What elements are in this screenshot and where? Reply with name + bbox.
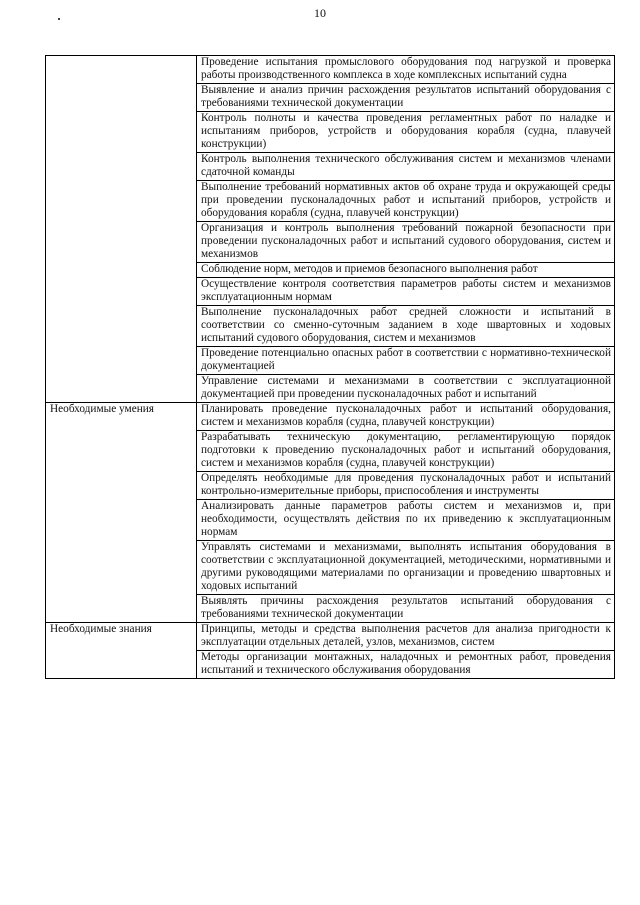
- requirement-item: Выявлять причины расхождения результатов испытаний оборудования с требованиями технической документации: [197, 595, 615, 623]
- requirement-item: Осуществление контроля соответствия параметров работы систем и механизмов эксплуатационным нормам: [197, 278, 615, 306]
- requirement-item: Выявление и анализ причин расхождения результатов испытаний оборудования с требованиями технической документации: [197, 84, 615, 112]
- requirement-item: Управлять системами и механизмами, выполнять испытания оборудования в соответствии с эксплуатационной документацией, методическими, нормативными и другими руководящими материалами по организации и проведению швартовных и ходовых испытаний: [197, 541, 615, 595]
- scan-dot: [58, 18, 60, 20]
- requirement-item: Соблюдение норм, методов и приемов безопасного выполнения работ: [197, 263, 615, 278]
- requirement-item: Управление системами и механизмами в соответствии с эксплуатационной документацией при проведении пусконаладочных работ и испытаний: [197, 375, 615, 403]
- table-row: [46, 56, 615, 84]
- page-number: 10: [314, 6, 326, 20]
- requirement-item: Разрабатывать техническую документацию, регламентирующую порядок подготовки к проведению пусконаладочных работ и испытаний оборудования, систем и механизмов корабля (судна, плавучей конструкции): [197, 431, 615, 472]
- requirement-item: Организация и контроль выполнения требований пожарной безопасности при проведении пусконаладочных работ и испытаний судового оборудования, систем и механизмов: [197, 222, 615, 263]
- section-label: Необходимые умения: [46, 403, 197, 623]
- requirements-table-body: [46, 56, 615, 679]
- requirement-item: Методы организации монтажных, наладочных и ремонтных работ, проведения испытаний и технического обслуживания оборудования: [197, 651, 615, 679]
- requirement-item: Анализировать данные параметров работы систем и механизмов и, при необходимости, осуществлять действия по их приведению к эксплуатационным нормам: [197, 500, 615, 541]
- requirement-item: Выполнение требований нормативных актов об охране труда и окружающей среды при проведении пусконаладочных работ и испытаний приборов, устройств и оборудования корабля (судна, плавучей конструкции): [197, 181, 615, 222]
- table-row: [46, 403, 615, 431]
- requirement-item: Контроль выполнения технического обслуживания систем и механизмов членами сдаточной команды: [197, 153, 615, 181]
- table-row: [46, 623, 615, 651]
- requirement-item: Определять необходимые для проведения пусконаладочных работ и испытаний контрольно-измерительные приборы, приспособления и инструменты: [197, 472, 615, 500]
- requirement-item: Планировать проведение пусконаладочных работ и испытаний оборудования, систем и механизмов корабля (судна, плавучей конструкции): [197, 403, 615, 431]
- requirement-item: Контроль полноты и качества проведения регламентных работ по наладке и испытаниям приборов, устройств и оборудования корабля (судна, плавучей конструкции): [197, 112, 615, 153]
- requirement-item: Выполнение пусконаладочных работ средней сложности и испытаний в соответствии со сменно-суточным заданием в ходе швартовных и ходовых испытаний судового оборудования, систем и механизмов: [197, 306, 615, 347]
- section-label: Необходимые знания: [46, 623, 197, 679]
- requirement-item: Проведение потенциально опасных работ в соответствии с нормативно-технической документацией: [197, 347, 615, 375]
- section-label: [46, 56, 197, 403]
- requirements-table: [45, 55, 615, 679]
- requirement-item: Проведение испытания промыслового оборудования под нагрузкой и проверка работы производственного комплекса в ходе комплексных испытаний судна: [197, 56, 615, 84]
- requirement-item: Принципы, методы и средства выполнения расчетов для анализа пригодности к эксплуатации отдельных деталей, узлов, механизмов, систем: [197, 623, 615, 651]
